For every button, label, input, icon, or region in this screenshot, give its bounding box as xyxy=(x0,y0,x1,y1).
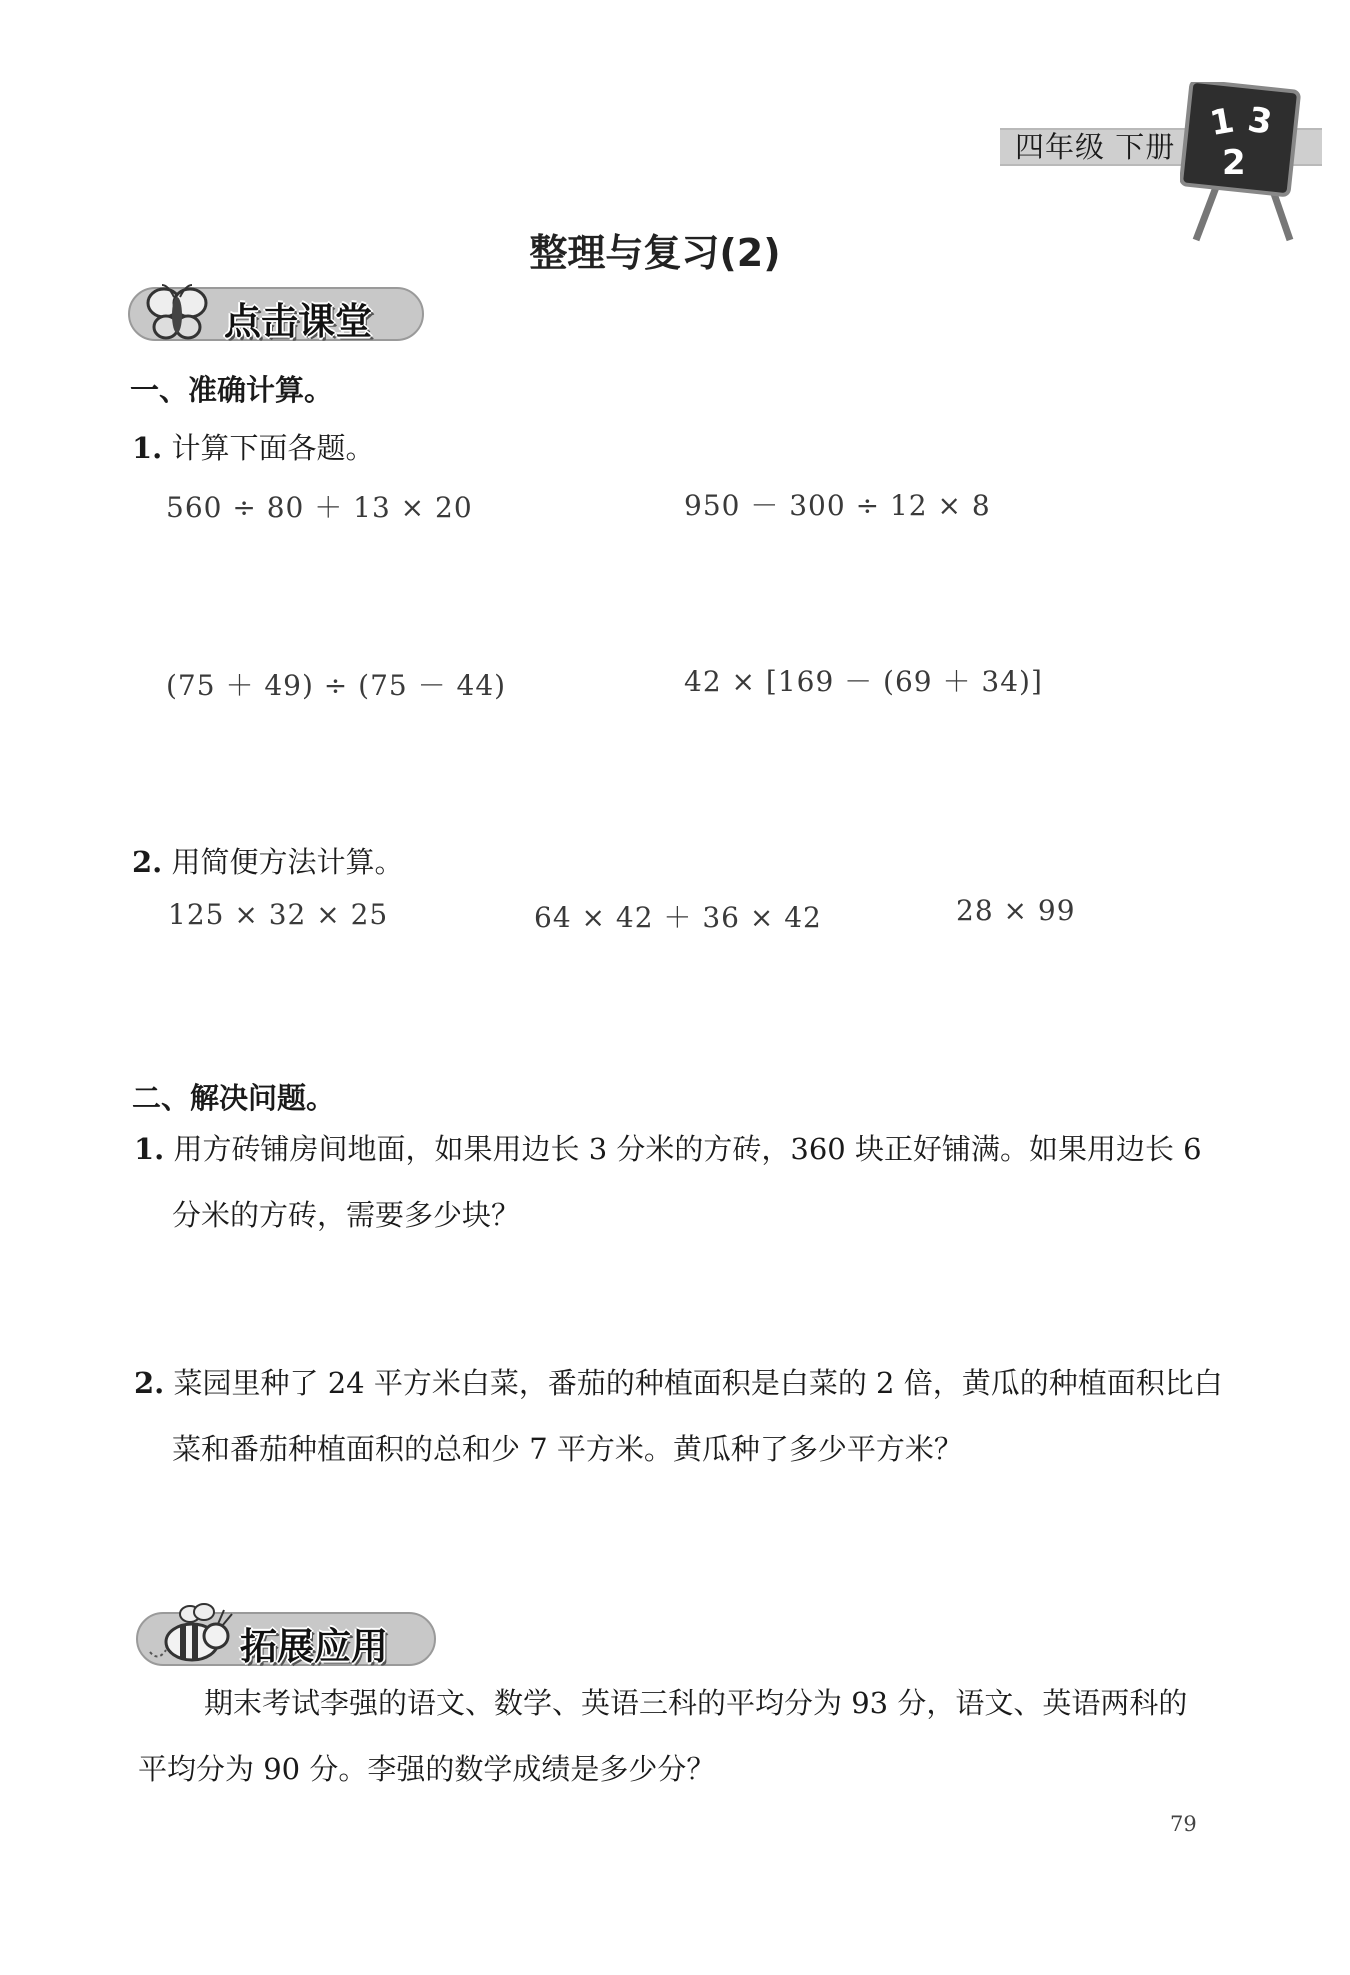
question-number: 1. xyxy=(134,1132,165,1166)
banner-label: 点击课堂 xyxy=(224,300,372,343)
question-number: 2. xyxy=(132,845,163,879)
extension-question: 期末考试李强的语文、数学、英语三科的平均分为 93 分，语文、英语两科的平均分为 90 分。李强的数学成绩是多少分？ xyxy=(138,1686,1188,1786)
question-text: 用简便方法计算。 xyxy=(171,845,404,879)
question-number: 2. xyxy=(134,1366,165,1400)
expression: 28 × 99 xyxy=(956,894,1076,927)
butterfly-icon xyxy=(142,281,212,345)
expression: 950 － 300 ÷ 12 × 8 xyxy=(684,489,991,522)
expression: 42 × [169 － (69 ＋ 34)] xyxy=(684,665,1043,698)
part1-heading: 一、准确计算。 xyxy=(130,373,334,407)
question-text: 计算下面各题。 xyxy=(171,431,375,465)
expression: 125 × 32 × 25 xyxy=(168,898,389,931)
part2-q1 xyxy=(134,1116,1232,1248)
part2-q2 xyxy=(134,1350,1232,1482)
blackboard-digit-1: 1 xyxy=(1206,100,1238,145)
expression: (75 ＋ 49) ÷ (75 － 44) xyxy=(166,669,507,702)
expression: 64 × 42 ＋ 36 × 42 xyxy=(534,901,822,934)
part1-q1 xyxy=(132,426,375,467)
blackboard-digit-3: 3 xyxy=(1244,99,1276,144)
section-banner-extension xyxy=(136,1612,436,1666)
expression: 560 ÷ 80 ＋ 13 × 20 xyxy=(166,491,473,524)
page-title: 整理与复习(2) xyxy=(529,231,781,275)
banner-label: 拓展应用 xyxy=(240,1625,388,1668)
page-number: 79 xyxy=(1170,1812,1197,1836)
bee-icon xyxy=(146,1602,236,1668)
question-text: 用方砖铺房间地面，如果用边长 3 分米的方砖，360 块正好铺满。如果用边长 6 分米的方砖，需要多少块？ xyxy=(172,1132,1202,1232)
grade-label: 四年级 下册 xyxy=(1015,130,1176,164)
part2-heading: 二、解决问题。 xyxy=(132,1081,336,1115)
question-number: 1. xyxy=(132,431,163,465)
blackboard-icon xyxy=(1180,82,1315,242)
section-banner-click-class xyxy=(128,287,424,341)
part1-q2 xyxy=(132,840,404,881)
question-text: 菜园里种了 24 平方米白菜，番茄的种植面积是白菜的 2 倍，黄瓜的种植面积比白菜和番茄种植面积的总和少 7 平方米。黄瓜种了多少平方米？ xyxy=(172,1366,1223,1466)
blackboard-digit-2: 2 xyxy=(1222,143,1246,183)
